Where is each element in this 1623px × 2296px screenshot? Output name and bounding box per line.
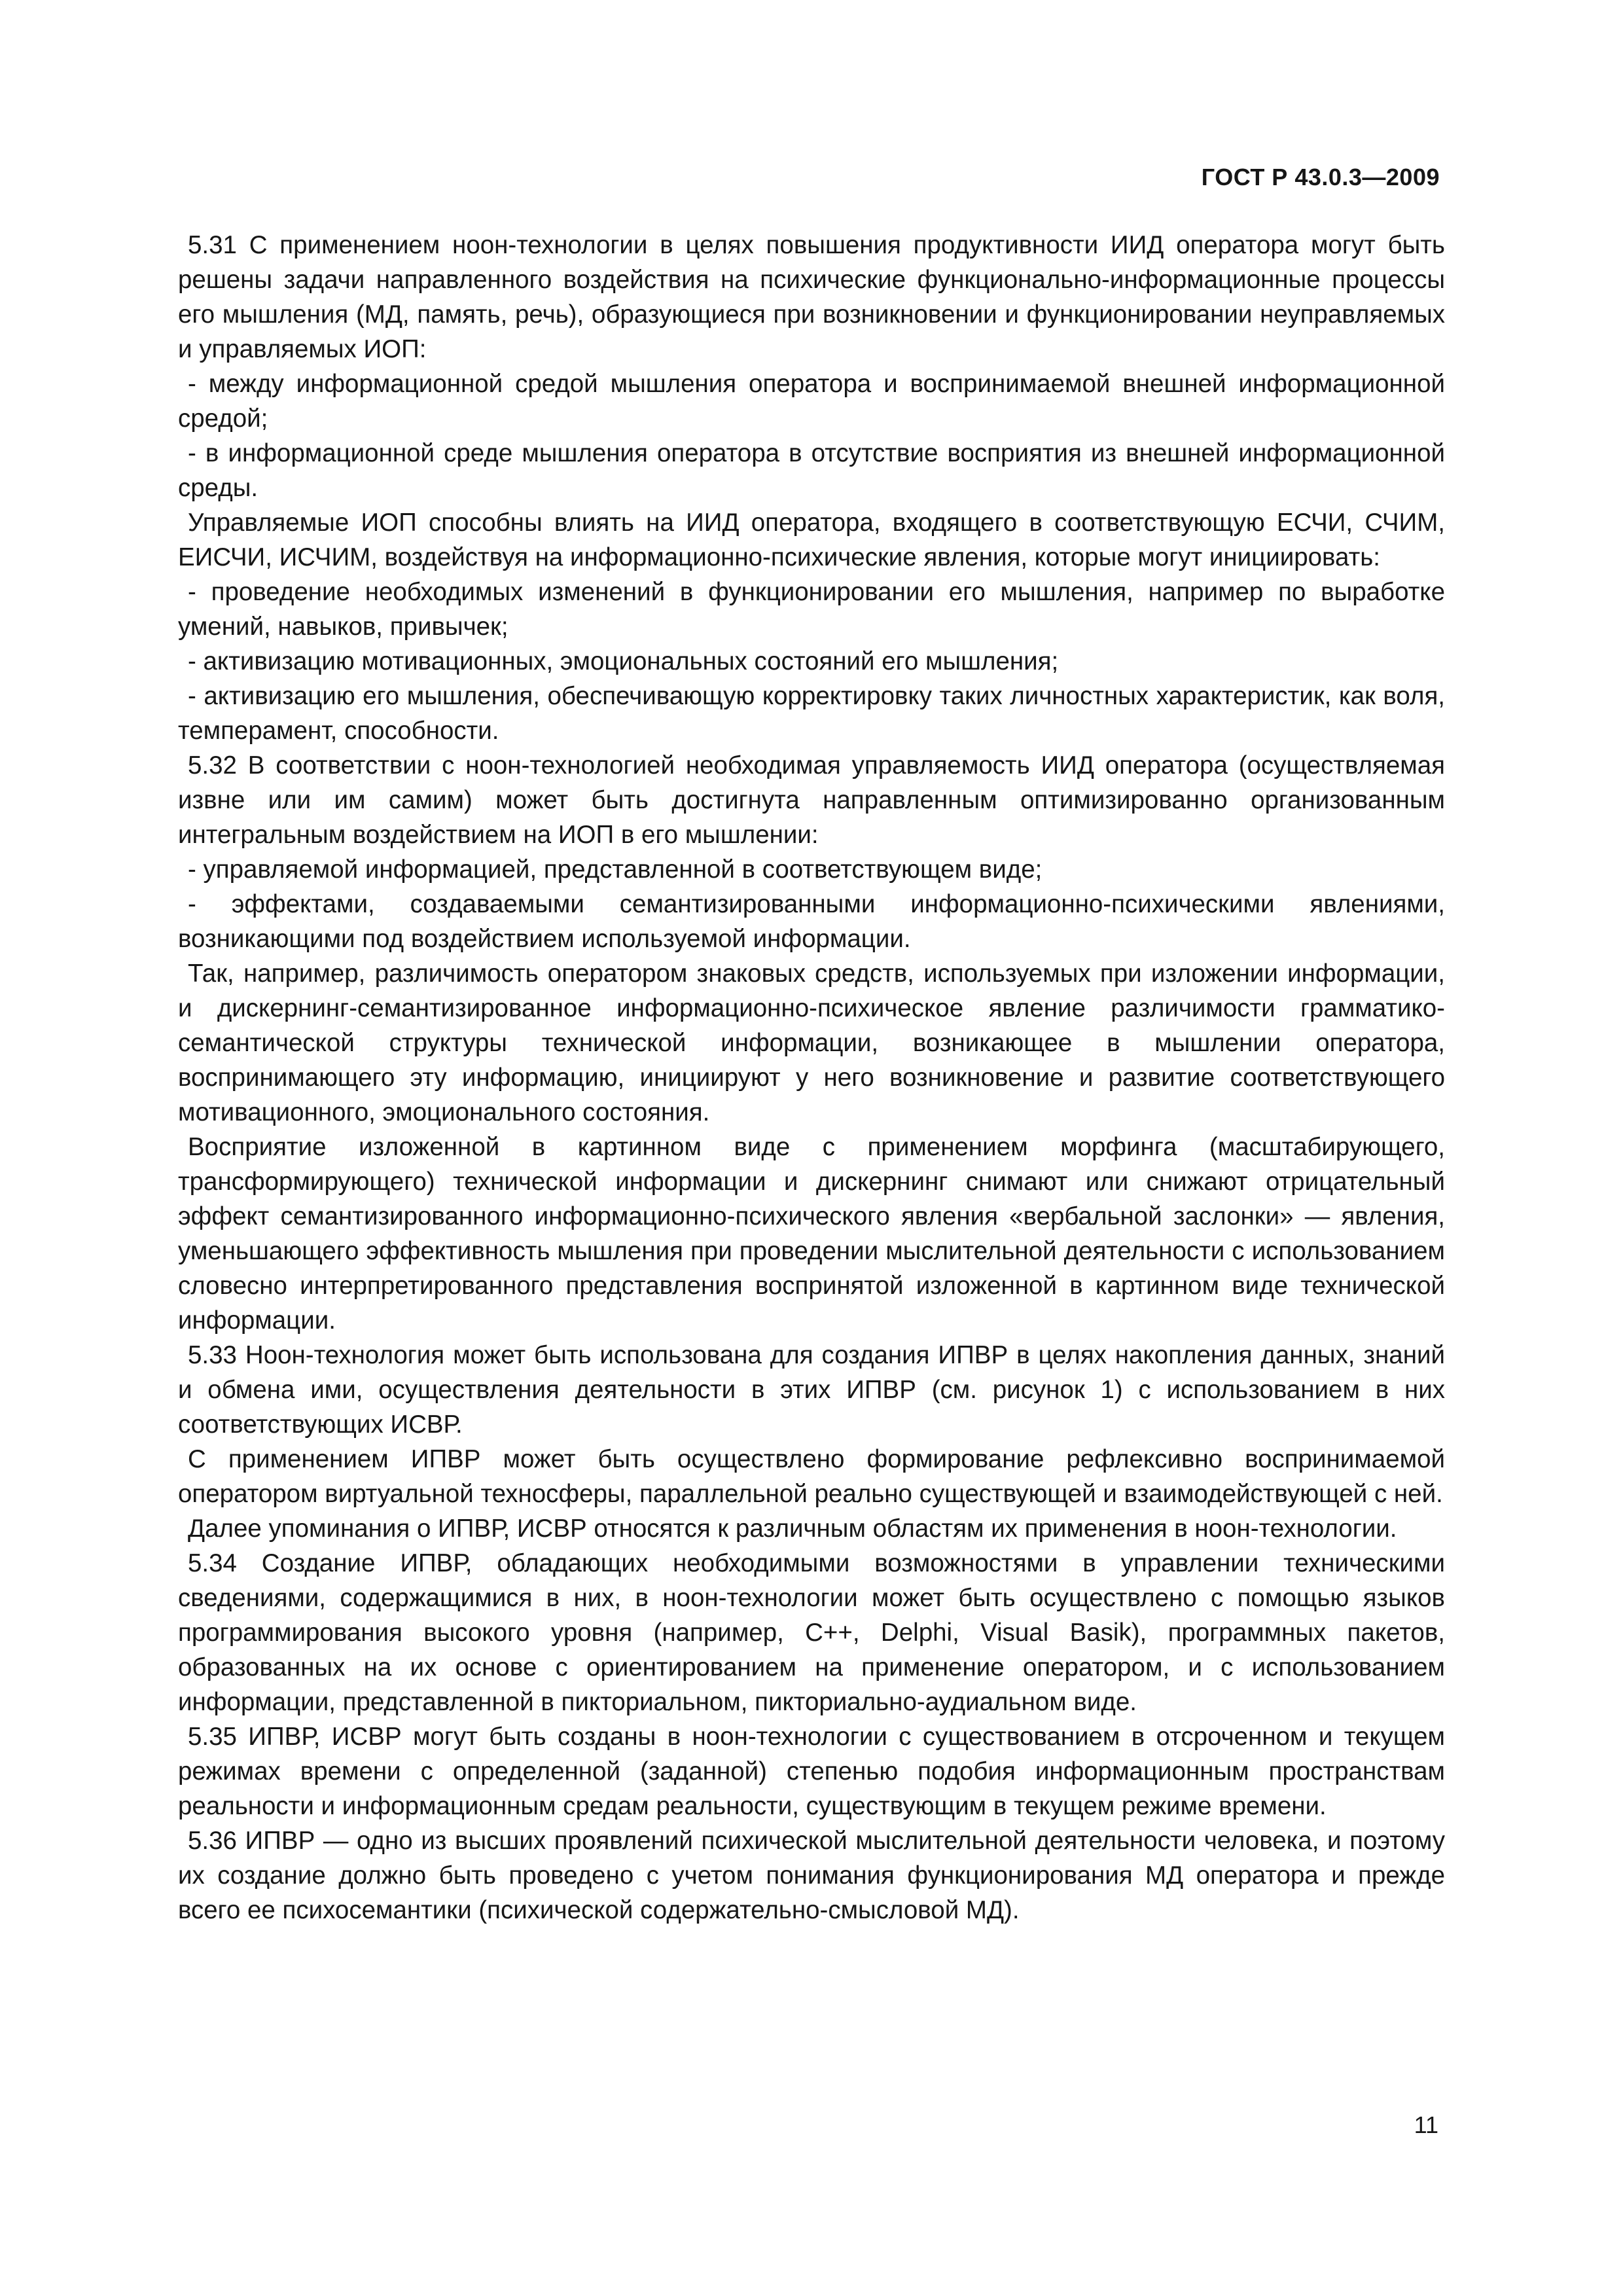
page-number: 11 (1414, 2111, 1438, 2138)
paragraph-5-35: 5.35 ИПВР, ИСВР могут быть созданы в ноон-технологии с существованием в отсроченном и текущем режимах времени с определенной (заданной) степенью подобия информационным пространствам реальности и информационным средам реальности, существующим в текущем режиме времени. (178, 1723, 1445, 1820)
paragraph: Далее упоминания о ИПВР, ИСВР относятся к различным областям их применения в ноон-технологии. (188, 1515, 1397, 1543)
paragraph: Управляемые ИОП способны влиять на ИИД оператора, входящего в соответствующую ЕСЧИ, СЧИМ, ЕИСЧИ, ИСЧИМ, воздействуя на информационно-психические явления, которые могут инициировать: (178, 509, 1445, 571)
list-item: - проведение необходимых изменений в функционировании его мышления, например по выработке умений, навыков, привычек; (178, 578, 1445, 641)
paragraph: Восприятие изложенной в картинном виде с применением морфинга (масштабирующего, трансформирующего) технической информации и дискернинг снимают или снижают отрицательный эффект семантизированного информационно-психического явления «вербальной заслонки» — явления, уменьшающего эффективность мышления при проведении мыслительной деятельности с использованием словесно интерпретированного представления воспринятой изложенной в картинном виде технической информации. (178, 1133, 1445, 1335)
document-header: ГОСТ Р 43.0.3—2009 (1201, 164, 1440, 190)
list-item: - между информационной средой мышления оператора и воспринимаемой внешней информационной средой; (178, 370, 1445, 433)
paragraph-5-33: 5.33 Ноон-технология может быть использована для создания ИПВР в целях накопления данных, знаний и обмена ими, осуществления деятельности в этих ИПВР (см. рисунок 1) с использованием в них соответствующих ИСВР. (178, 1341, 1445, 1439)
paragraph-5-32: 5.32 В соответствии с ноон-технологией необходимая управляемость ИИД оператора (осуществляемая извне или им самим) может быть достигнута направленным оптимизированно организованным интегральным воздействием на ИОП в его мышлении: (178, 751, 1445, 849)
paragraph-5-36: 5.36 ИПВР — одно из высших проявлений психической мыслительной деятельности человека, и поэтому их создание должно быть проведено с учетом понимания функционирования МД оператора и прежде всего ее психосемантики (психической содержательно-смысловой МД). (178, 1827, 1445, 1924)
paragraph: С применением ИПВР может быть осуществлено формирование рефлексивно воспринимаемой оператором виртуальной техносферы, параллельной реально существующей и взаимодействующей с ней. (178, 1445, 1445, 1508)
paragraph-5-31: 5.31 С применением ноон-технологии в целях повышения продуктивности ИИД оператора могут быть решены задачи направленного воздействия на психические функционально-информационные процессы его мышления (МД, память, речь), образующиеся при возникновении и функционировании неуправляемых и управляемых ИОП: (178, 231, 1445, 363)
list-item: - активизацию его мышления, обеспечивающую корректировку таких личностных характеристик, как воля, темперамент, способности. (178, 682, 1445, 745)
paragraph: Так, например, различимость оператором знаковых средств, используемых при изложении информации, и дискернинг-семантизированное информационно-психическое явление различимости грамматико-семантической структуры технической информации, возникающее в мышлении оператора, воспринимающего эту информацию, инициируют у него возникновение и развитие соответствующего мотивационного, эмоционального состояния. (178, 960, 1445, 1126)
list-item: - управляемой информацией, представленной в соответствующем виде; (188, 855, 1043, 884)
list-item: - эффектами, создаваемыми семантизированными информационно-психическими явлениями, возникающими под воздействием используемой информации. (178, 890, 1445, 953)
list-item: - в информационной среде мышления оператора в отсутствие восприятия из внешней информационной среды. (178, 439, 1445, 502)
paragraph-5-34: 5.34 Создание ИПВР, обладающих необходимыми возможностями в управлении техническими сведениями, содержащимися в них, в ноон-технологии может быть осуществлено с помощью языков программирования высокого уровня (например, С++, Delphi, Visual Basik), программных пакетов, образованных на их основе с ориентированием на применение оператором, и с использованием информации, представленной в пикториальном, пикториально-аудиальном виде. (178, 1549, 1445, 1716)
document-body (178, 228, 1445, 1928)
list-item: - активизацию мотивационных, эмоциональных состояний его мышления; (188, 647, 1059, 675)
